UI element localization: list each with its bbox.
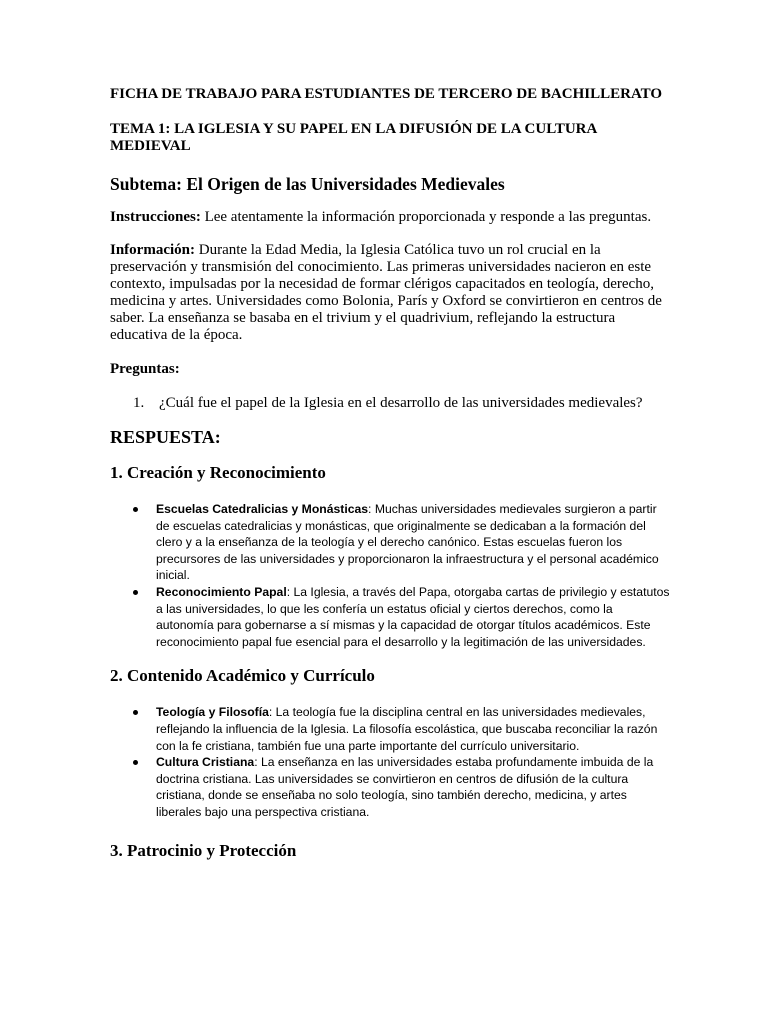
list-item-text: : La teología fue la disciplina central en las universidades medievales, reflejando la influencia de la Iglesia. La filosofía escolástica, que buscaba reconciliar la razón con la fe cristiana, también fue una parte importante del currículo universitario.: [156, 705, 658, 753]
questions-label: Preguntas:: [110, 361, 180, 377]
list-item-term: Reconocimiento Papal: [156, 584, 287, 599]
list-item: [156, 584, 670, 650]
information-text: Durante la Edad Media, la Iglesia Católica tuvo un rol crucial en la preservación y transmisión del conocimiento. Las primeras universidades nacieron en este contexto, impulsadas por la necesidad de formar clérigos capacitados en teología, derecho, medicina y artes. Universidades como Bolonia, París y Oxford se convirtieron en centros de saber. La enseñanza se basaba en el trivium y el quadrivium, reflejando la estructura educativa de la época.: [110, 242, 662, 343]
topic-title: TEMA 1: LA IGLESIA Y SU PAPEL EN LA DIFUSIÓN DE LA CULTURA MEDIEVAL: [110, 121, 597, 154]
answer-heading: RESPUESTA:: [110, 427, 221, 447]
instructions-label: Instrucciones:: [110, 209, 201, 225]
questions-list: [110, 395, 670, 412]
list-item-term: Teología y Filosofía: [156, 705, 269, 720]
instructions-text: Lee atentamente la información proporcionada y responde a las preguntas.: [200, 209, 652, 225]
list-item-term: Cultura Cristiana: [156, 755, 255, 770]
bullet-icon: [133, 760, 138, 765]
list-item-text: : La enseñanza en las universidades estaba profundamente imbuida de la doctrina cristiana. Las universidades se convirtieron en centros de difusión de la cultura cristiana, donde se enseñaba no solo teología, sino también derecho, medicina, y artes liberales bajo una perspectiva cristiana.: [156, 755, 654, 819]
question-number: 1.: [133, 395, 145, 411]
list-item: [156, 754, 670, 820]
section-list-creation: [110, 501, 670, 650]
list-item-term: Escuelas Catedralicias y Monásticas: [156, 502, 369, 516]
bullet-icon: [133, 710, 138, 715]
section-list-curriculum: [110, 704, 670, 820]
information-paragraph: [110, 242, 670, 344]
subtopic-heading: Subtema: El Origen de las Universidades Medievales: [110, 174, 505, 194]
section-title-creation: 1. Creación y Reconocimiento: [110, 463, 326, 482]
list-item-text: : La Iglesia, a través del Papa, otorgaba cartas de privilegio y estatutos a las universidades, lo que les confería un estatus oficial y ciertos derechos, como la autonomía para gobernarse a sí mismas y la capacidad de otorgar títulos académicos. Este reconocimiento papal fue esencial para el desarrollo y la legitimación de las universidades.: [156, 584, 670, 649]
instructions-paragraph: [110, 209, 670, 226]
document-page: [110, 84, 670, 861]
bullet-icon: [133, 590, 138, 595]
list-item: [156, 704, 670, 754]
bullet-icon: [133, 507, 138, 512]
section-title-curriculum: 2. Contenido Académico y Currículo: [110, 666, 375, 686]
list-item: [156, 501, 670, 584]
question-item: [133, 395, 670, 412]
document-title: FICHA DE TRABAJO PARA ESTUDIANTES DE TERCERO DE BACHILLERATO: [110, 86, 663, 102]
list-item-text: : Muchas universidades medievales surgieron a partir de escuelas catedralicias y monásticas, que originalmente se dedicaban a la formación del clero y a la enseñanza de la teología y el derecho canónico. Estas escuelas fueron los precursores de las universidades y proporcionaron la infraestructura y el personal académico inicial.: [156, 502, 659, 583]
information-label: Información:: [110, 242, 195, 258]
question-text: ¿Cuál fue el papel de la Iglesia en el desarrollo de las universidades medievales?: [159, 395, 643, 411]
section-title-patronage: 3. Patrocinio y Protección: [110, 840, 297, 860]
